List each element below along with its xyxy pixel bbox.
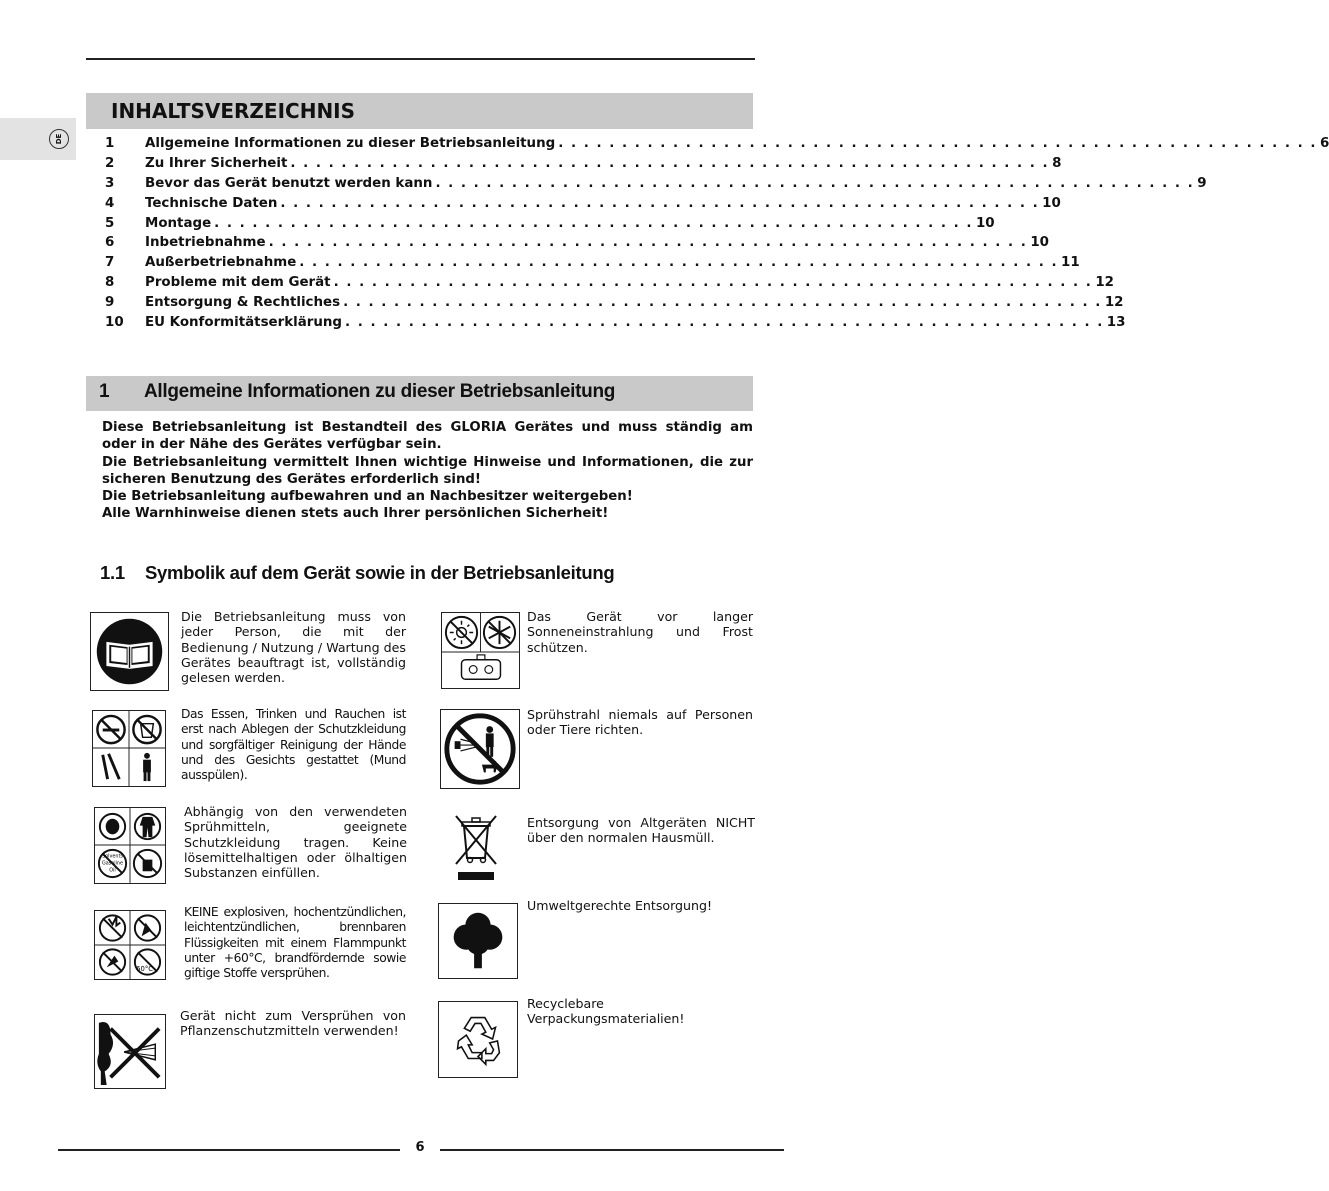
no-eating-smoking-icon bbox=[92, 710, 166, 787]
recycle-icon bbox=[438, 1001, 518, 1078]
section-1-intro bbox=[102, 419, 753, 523]
footer-rule-right bbox=[440, 1149, 784, 1151]
toc-row[interactable]: 10 EU Konformitätserklärung . . . . . . . . . . . . . . . . . . . . . . . . . . . . . . . . . . . . . . . . . . . . . . . . . . . . . . . . . . . . 13 bbox=[105, 315, 1126, 331]
page-number: 6 bbox=[415, 1140, 425, 1155]
language-badge: DE bbox=[49, 129, 69, 149]
read-manual-icon bbox=[90, 612, 169, 691]
section-title: Allgemeine Informationen zu dieser Betriebsanleitung bbox=[144, 381, 616, 402]
toc-row[interactable]: 7 Außerbetriebnahme . . . . . . . . . . . . . . . . . . . . . . . . . . . . . . . . . . . . . . . . . . . . . . . . . . . . . . . . . . . . 11 bbox=[105, 255, 1080, 271]
section-1-header bbox=[86, 376, 753, 411]
toc-title: INHALTSVERZEICHNIS bbox=[111, 99, 356, 123]
no-eating-text: Das Essen, Trinken und Rauchen ist erst nach Ablegen der Schutzkleidung und sorgfältiger Reinigung der Hände und des Gesichts gestattet (Mund ausspülen). bbox=[181, 707, 406, 783]
gasoline-label: Gasoline bbox=[101, 860, 124, 867]
toc-row[interactable]: 2 Zu Ihrer Sicherheit . . . . . . . . . . . . . . . . . . . . . . . . . . . . . . . . . . . . . . . . . . . . . . . . . . . . . . . . . . . . 8 bbox=[105, 155, 1062, 171]
sun-frost-text: Das Gerät vor langer Sonneneinstrahlung und Frost schützen. bbox=[527, 609, 753, 655]
protective-clothing-icon bbox=[94, 807, 166, 884]
toc-row[interactable]: 5 Montage . . . . . . . . . . . . . . . . . . . . . . . . . . . . . . . . . . . . . . . . . . . . . . . . . . . . . . . . . . . . 10 bbox=[105, 215, 995, 231]
toc-row[interactable]: 8 Probleme mit dem Gerät . . . . . . . . . . . . . . . . . . . . . . . . . . . . . . . . . . . . . . . . . . . . . . . . . . . . . . . . . . . . 12 bbox=[105, 275, 1114, 291]
read-manual-text: Die Betriebsanleitung muss von jeder Person, die mit der Bedienung / Nutzung / Wartung des Gerätes beauftragt ist, vollständig gelesen werden. bbox=[181, 609, 406, 686]
toc-row[interactable]: 3 Bevor das Gerät benutzt werden kann . . . . . . . . . . . . . . . . . . . . . . . . . . . . . . . . . . . . . . . . . . . . . . . . . . . . . . . . . . . . 9 bbox=[105, 175, 1207, 191]
no-plant-protection-text: Gerät nicht zum Versprühen von Pflanzenschutzmitteln verwenden! bbox=[180, 1008, 406, 1039]
sun-frost-icon bbox=[441, 612, 520, 689]
no-plant-protection-icon bbox=[94, 1014, 166, 1089]
subsection-1-1-title: 1.1 Symbolik auf dem Gerät sowie in der Betriebsanleitung bbox=[100, 562, 615, 583]
top-rule bbox=[86, 58, 755, 60]
protective-clothing-text: Abhängig von den verwendeten Sprühmitteln, geeignete Schutzkleidung tragen. Keine lösemittelhaltigen oder ölhaltigen Substanzen einfüllen. bbox=[184, 804, 407, 881]
recyclable-text: Recyclebare Verpackungsmaterialien! bbox=[527, 996, 685, 1027]
solvents-label: Solvents bbox=[102, 853, 123, 860]
section-number: 1 bbox=[99, 381, 110, 402]
oil-label: Oil bbox=[109, 867, 116, 874]
no-spray-people-text: Sprühstrahl niemals auf Personen oder Tiere richten. bbox=[527, 707, 753, 738]
eco-disposal-text: Umweltgerechte Entsorgung! bbox=[527, 898, 713, 913]
toc-row[interactable]: 9 Entsorgung & Rechtliches . . . . . . . . . . . . . . . . . . . . . . . . . . . . . . . . . . . . . . . . . . . . . . . . . . . . . . . . . . . . 12 bbox=[105, 295, 1124, 311]
no-explosive-text: KEINE explosiven, hochentzündlichen, leichtentzündlichen, brennbaren Flüssigkeiten mit einem Flammpunkt unter +60°C, brandfördernde sowie giftige Stoffe versprühen. bbox=[184, 905, 406, 981]
toc-row[interactable]: 1 Allgemeine Informationen zu dieser Betriebsanleitung . . . . . . . . . . . . . . . . . . . . . . . . . . . . . . . . . . . . . . . . . . . . . . . . . . . . . . . . . . . . 6 bbox=[105, 136, 1329, 151]
footer-rule-left bbox=[58, 1149, 400, 1151]
flashpoint-label: 60°C bbox=[136, 965, 153, 974]
intro-paragraph: Alle Warnhinweise dienen stets auch Ihrer persönlichen Sicherheit! bbox=[102, 506, 609, 522]
toc-header bbox=[86, 93, 753, 129]
toc-row[interactable]: 6 Inbetriebnahme . . . . . . . . . . . . . . . . . . . . . . . . . . . . . . . . . . . . . . . . . . . . . . . . . . . . . . . . . . . . 10 bbox=[105, 235, 1049, 251]
intro-paragraph: Die Betriebsanleitung vermittelt Ihnen wichtige Hinweise und Informationen, die zur sicheren Benutzung des Gerätes erforderlich sind! bbox=[102, 454, 753, 487]
intro-paragraph: Die Betriebsanleitung aufbewahren und an Nachbesitzer weitergeben! bbox=[102, 489, 633, 505]
no-explosive-icon bbox=[94, 910, 166, 980]
intro-paragraph: Diese Betriebsanleitung ist Bestandteil des GLORIA Gerätes und muss ständig am oder in der Nähe des Gerätes verfügbar sein. bbox=[102, 420, 753, 453]
tree-icon bbox=[438, 903, 518, 979]
toc-row[interactable]: 4 Technische Daten . . . . . . . . . . . . . . . . . . . . . . . . . . . . . . . . . . . . . . . . . . . . . . . . . . . . . . . . . . . . 10 bbox=[105, 195, 1061, 211]
table-of-contents bbox=[105, 136, 1329, 335]
weee-bin-icon bbox=[452, 812, 500, 884]
no-spray-people-icon bbox=[440, 709, 520, 789]
weee-text: Entsorgung von Altgeräten NICHT über den normalen Hausmüll. bbox=[527, 815, 755, 846]
